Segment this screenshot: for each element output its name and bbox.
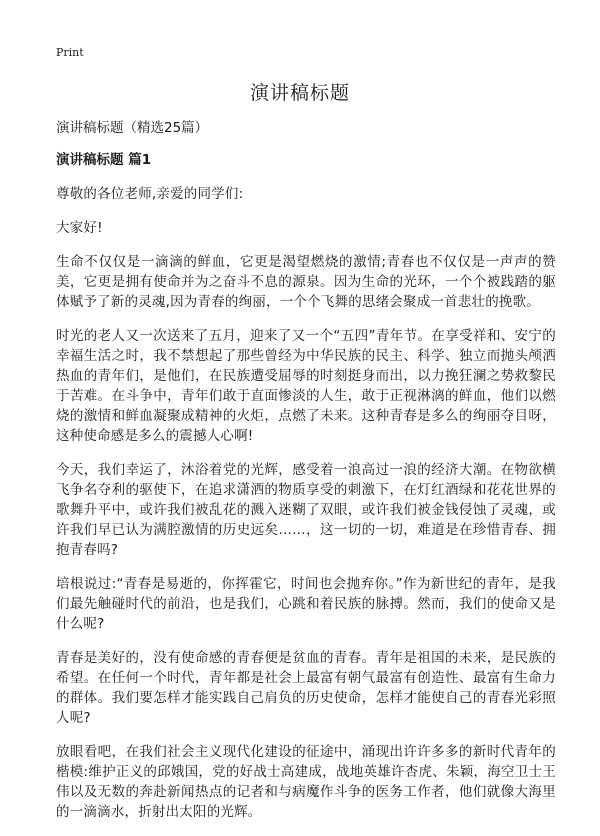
paragraph-salutation: 尊敬的各位老师,亲爱的同学们: xyxy=(56,186,244,202)
paragraph-greeting: 大家好! xyxy=(56,220,103,236)
section-title: 演讲稿标题 篇1 xyxy=(56,152,152,168)
paragraph: 放眼看吧，在我们社会主义现代化建设的征途中，涌现出许许多多的新时代青年的楷模:维护正义的邱娥国，党的好战士高建成，战地英雄许杏虎、朱颖，海空卫士王伟以及无数的奔赴新闻热点的记者和与病魔作斗争的医务工作者，他们就像大海里的一滴滴水，折射出太阳的光辉。 xyxy=(56,744,556,820)
page-title: 演讲稿标题 xyxy=(249,82,350,104)
paragraph: 青春是美好的，没有使命感的青春便是贫血的青春。青年是祖国的未来，是民族的希望。在任何一个时代，青年都是社会上最富有朝气最富有创造性、最富有生命力的群体。我们要怎样才能实践自己肩负的历史使命，怎样才能使自己的青春光彩照人呢? xyxy=(56,650,556,726)
paragraph: 培根说过:“青春是易逝的，你挥霍它，时间也会抛弃你。”作为新世纪的青年，是我们最先触碰时代的前沿，也是我们，心跳和着民族的脉搏。然而，我们的使命又是什么呢? xyxy=(56,576,556,632)
document-subtitle: 演讲稿标题（精选25篇） xyxy=(56,120,209,136)
document-body xyxy=(56,118,556,836)
paragraph: 生命不仅仅是一滴滴的鲜血，它更是渴望燃烧的激情;青春也不仅仅是一声声的赞美，它更是拥有使命并为之奋斗不息的源泉。因为生命的光环，一个个被践踏的躯体赋予了新的灵魂,因为青春的绚丽，一个个飞舞的思绪会聚成一首悲壮的挽歌。 xyxy=(56,254,556,310)
paragraph: 今天，我们幸运了，沐浴着党的光辉，感受着一浪高过一浪的经济大潮。在物欲横飞争名夺利的驱使下，在追求潇洒的物质享受的刺激下，在灯红酒绿和花花世界的歌舞升平中，或许我们被乱花的溅入迷糊了双眼，或许我们被金钱侵蚀了灵魂，或许我们早已认为满腔激情的历史远矣……，这一切的一切，难道是在珍惜青春、拥抱青春吗? xyxy=(56,462,556,558)
paragraph: 时光的老人又一次送来了五月，迎来了又一个“五四”青年节。在享受祥和、安宁的幸福生活之时，我不禁想起了那些曾经为中华民族的民主、科学、独立而抛头颅洒热血的青年们，是他们，在民族遭受屈辱的时刻挺身而出，以力挽狂澜之势救黎民于苦难。在斗争中，青年们敢于直面惨淡的人生，敢于正视淋漓的鲜血，他们以燃烧的激情和鲜血凝聚成精神的火炬，点燃了未来。这种青春是多么的绚丽夺目呀，这种使命感是多么的震撼人心啊! xyxy=(56,328,556,444)
print-link[interactable]: Print xyxy=(56,46,84,59)
